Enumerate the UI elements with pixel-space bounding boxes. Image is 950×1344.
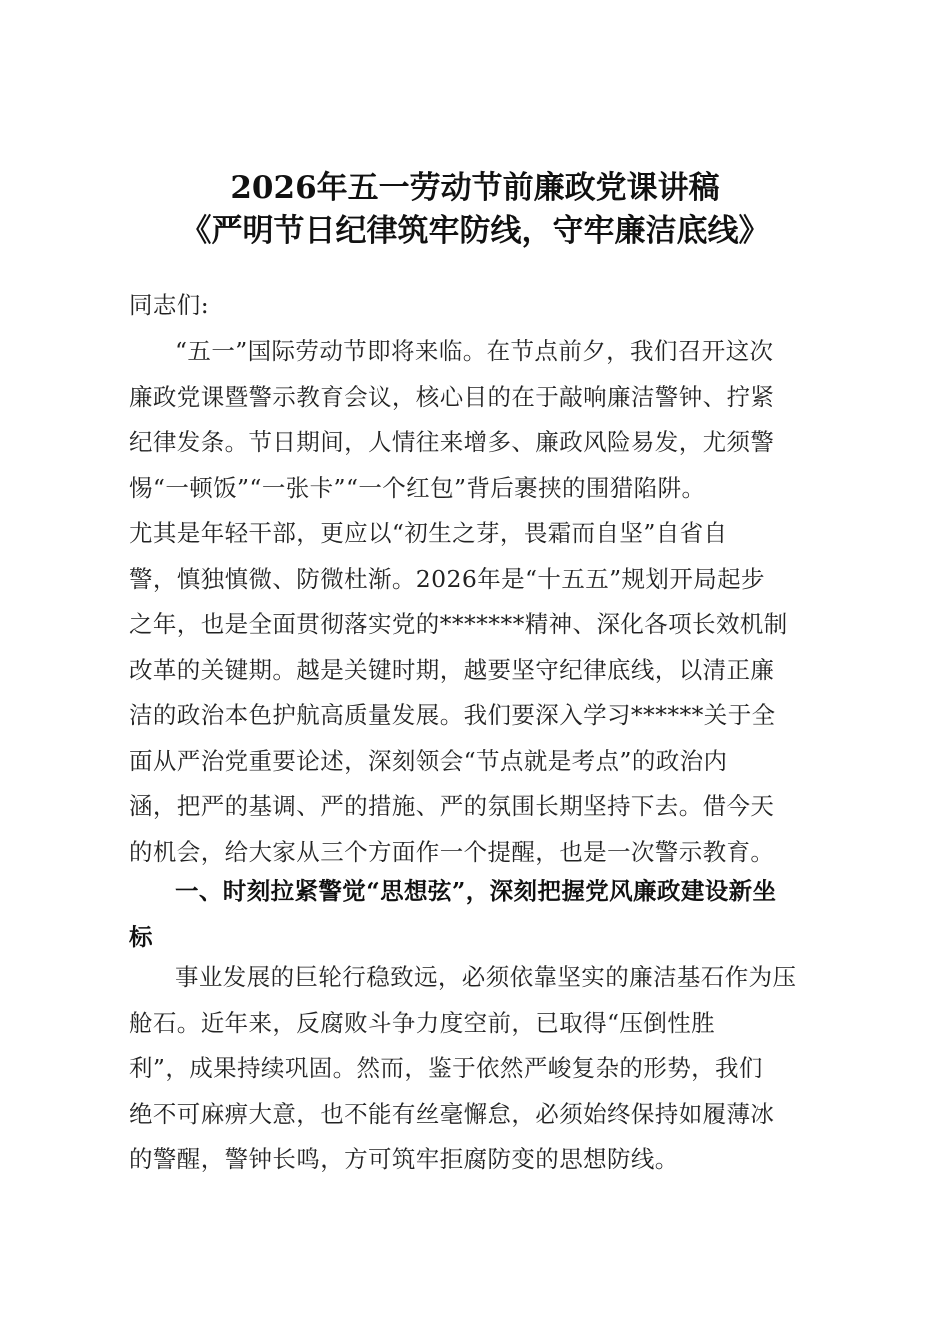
section-heading-1 <box>129 869 829 960</box>
paragraph-line: 警，慎独慎微、防微杜渐。2026年是“十五五”规划开局起步 <box>129 564 765 593</box>
salutation-text: 同志们: <box>129 291 210 319</box>
paragraph-line: 利”，成果持续巩固。然而，鉴于依然严峻复杂的形势，我们 <box>129 1054 763 1082</box>
paragraph-line: 涵，把严的基调、严的措施、严的氛围长期坚持下去。借今天 <box>129 792 775 820</box>
paragraph-line: 尤其是年轻干部，更应以“初生之芽，畏霜而自坚”自省自 <box>129 519 728 547</box>
paragraph-line: 的警醒，警钟长鸣，方可筑牢拒腐防变的思想防线。 <box>129 1145 679 1173</box>
paragraph-section-1 <box>129 955 829 1183</box>
paragraph-line: 面从严治党重要论述，深刻领会“节点就是考点”的政治内 <box>129 746 728 775</box>
paragraph-line: “五一”国际劳动节即将来临。在节点前夕，我们召开这次 <box>175 337 774 365</box>
paragraph-line: 洁的政治本色护航高质量发展。我们要深入学习******关于全 <box>129 701 776 729</box>
document-title-line-1: 2026年五一劳动节前廉政党课讲稿 <box>230 170 720 206</box>
document-title-line-2: 《严明节日纪律筑牢防线，守牢廉洁底线》 <box>180 213 770 249</box>
paragraph-line: 舱石。近年来，反腐败斗争力度空前，已取得“压倒性胜 <box>129 1008 716 1037</box>
paragraph-line: 改革的关键期。越是关键时期，越要坚守纪律底线，以清正廉 <box>129 655 775 684</box>
heading-line: 标 <box>129 922 153 951</box>
paragraph-line: 之年，也是全面贯彻落实党的*******精神、深化各项长效机制 <box>129 610 788 638</box>
salutation <box>129 283 829 329</box>
paragraph-line: 纪律发条。节日期间，人情往来增多、廉政风险易发，尤须警 <box>129 428 775 456</box>
paragraph-line: 的机会，给大家从三个方面作一个提醒，也是一次警示教育。 <box>129 837 775 866</box>
paragraph-line: 廉政党课暨警示教育会议，核心目的在于敲响廉洁警钟、拧紧 <box>129 382 775 411</box>
paragraph-line: 绝不可麻痹大意，也不能有丝毫懈怠，必须始终保持如履薄冰 <box>129 1099 775 1128</box>
paragraph-intro <box>129 329 829 875</box>
paragraph-line: 事业发展的巨轮行稳致远，必须依靠坚实的廉洁基石作为压 <box>175 963 797 991</box>
heading-line: 一、时刻拉紧警觉“思想弦”，深刻把握党风廉政建设新坐 <box>175 877 777 905</box>
paragraph-line: 惕“一顿饭”“一张卡”“一个红包”背后裹挟的围猎陷阱。 <box>129 473 706 502</box>
